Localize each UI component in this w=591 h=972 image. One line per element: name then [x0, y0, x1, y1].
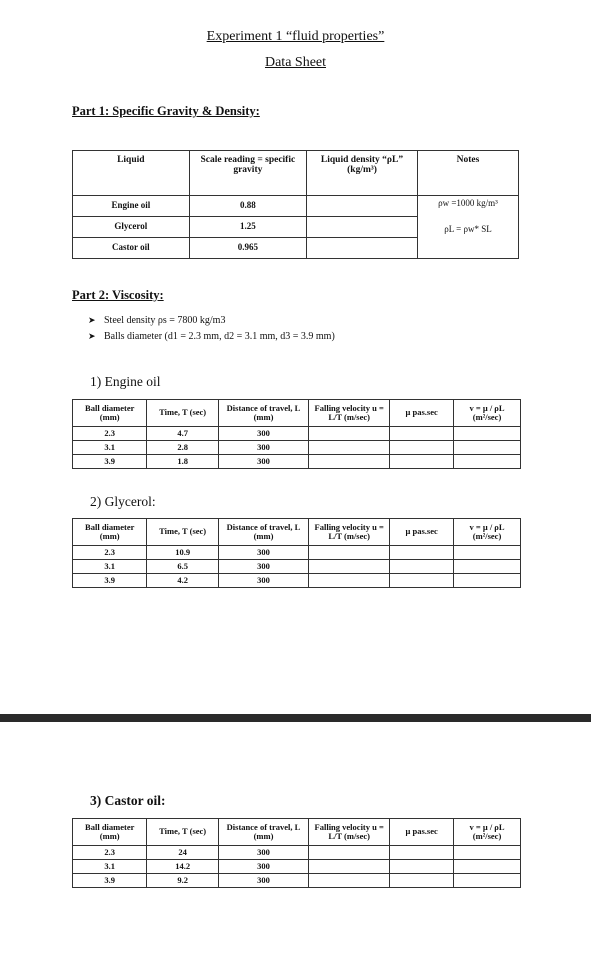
document-subtitle: Data Sheet — [264, 55, 327, 70]
mu-cell — [390, 846, 454, 860]
time-cell: 10.9 — [147, 546, 218, 560]
mu-cell — [390, 874, 454, 888]
distance-cell: 300 — [218, 455, 308, 469]
nu-cell — [454, 860, 521, 874]
column-header: v = μ / ρL (m²/sec) — [454, 819, 521, 846]
diameter-cell: 2.3 — [73, 846, 147, 860]
velocity-cell — [309, 441, 390, 455]
document-title: Experiment 1 “fluid properties” — [206, 29, 385, 44]
mu-cell — [390, 546, 454, 560]
velocity-cell — [309, 846, 390, 860]
column-header: v = μ / ρL (m²/sec) — [454, 519, 521, 546]
column-header: Liquid — [73, 151, 190, 196]
bullet-text: Steel density ρs = 7800 kg/m3 — [104, 315, 226, 326]
bullet-text: Balls diameter (d1 = 2.3 mm, d2 = 3.1 mm, d3 = 3.9 mm) — [104, 331, 335, 342]
table-row — [73, 427, 521, 441]
nu-cell — [454, 441, 521, 455]
diameter-cell: 3.1 — [73, 441, 147, 455]
velocity-cell — [309, 546, 390, 560]
nu-cell — [454, 846, 521, 860]
sg-cell: 0.88 — [189, 196, 306, 217]
velocity-cell — [309, 574, 390, 588]
diameter-cell: 2.3 — [73, 546, 147, 560]
nu-cell — [454, 427, 521, 441]
glycerol-table — [72, 518, 521, 588]
distance-cell: 300 — [218, 874, 308, 888]
time-cell: 24 — [147, 846, 218, 860]
column-header: Ball diameter (mm) — [73, 519, 147, 546]
column-header: Falling velocity u = L/T (m/sec) — [309, 519, 390, 546]
column-header: Time, T (sec) — [147, 819, 218, 846]
mu-cell — [390, 441, 454, 455]
column-header: Falling velocity u = L/T (m/sec) — [309, 819, 390, 846]
time-cell: 2.8 — [147, 441, 218, 455]
diameter-cell: 3.1 — [73, 860, 147, 874]
castor-oil-table — [72, 818, 521, 888]
table-row — [73, 546, 521, 560]
table-header-row — [73, 400, 521, 427]
nu-cell — [454, 455, 521, 469]
column-header: μ pas.sec — [390, 519, 454, 546]
velocity-cell — [309, 874, 390, 888]
distance-cell: 300 — [218, 846, 308, 860]
time-cell: 4.7 — [147, 427, 218, 441]
table-row — [73, 441, 521, 455]
sg-cell: 0.965 — [189, 238, 306, 259]
column-header: Time, T (sec) — [147, 400, 218, 427]
bullet-ball-diameters — [88, 331, 335, 342]
nu-cell — [454, 574, 521, 588]
liquid-cell: Glycerol — [73, 217, 190, 238]
density-cell — [307, 217, 418, 238]
bullet-steel-density — [88, 315, 225, 326]
castor-oil-heading: 3) Castor oil: — [90, 793, 166, 808]
time-cell: 6.5 — [147, 560, 218, 574]
diameter-cell: 2.3 — [73, 427, 147, 441]
table-row — [73, 574, 521, 588]
water-density-note: ρw =1000 kg/m³ — [438, 198, 498, 208]
diameter-cell: 3.9 — [73, 455, 147, 469]
column-header: Distance of travel, L (mm) — [218, 400, 308, 427]
mu-cell — [390, 427, 454, 441]
nu-cell — [454, 874, 521, 888]
column-header: Time, T (sec) — [147, 519, 218, 546]
liquid-density-formula: ρL = ρw* SL — [444, 223, 492, 234]
column-header: Notes — [417, 151, 518, 196]
distance-cell: 300 — [218, 860, 308, 874]
mu-cell — [390, 560, 454, 574]
time-cell: 14.2 — [147, 860, 218, 874]
glycerol-heading: 2) Glycerol: — [90, 494, 156, 509]
liquid-cell: Engine oil — [73, 196, 190, 217]
table-row — [73, 860, 521, 874]
table-header-row — [73, 151, 519, 196]
table-header-row — [73, 519, 521, 546]
column-header: Distance of travel, L (mm) — [218, 819, 308, 846]
diameter-cell: 3.9 — [73, 574, 147, 588]
column-header: μ pas.sec — [390, 819, 454, 846]
part2-heading: Part 2: Viscosity: — [72, 288, 164, 302]
velocity-cell — [309, 427, 390, 441]
column-header: Liquid density “ρL” (kg/m³) — [307, 151, 418, 196]
table-row — [73, 560, 521, 574]
column-header: v = μ / ρL (m²/sec) — [454, 400, 521, 427]
distance-cell: 300 — [218, 560, 308, 574]
specific-gravity-table — [72, 150, 519, 259]
column-header: Distance of travel, L (mm) — [218, 519, 308, 546]
mu-cell — [390, 574, 454, 588]
column-header: μ pas.sec — [390, 400, 454, 427]
mu-cell — [390, 860, 454, 874]
distance-cell: 300 — [218, 546, 308, 560]
distance-cell: 300 — [218, 441, 308, 455]
time-cell: 9.2 — [147, 874, 218, 888]
velocity-cell — [309, 860, 390, 874]
part1-heading: Part 1: Specific Gravity & Density: — [72, 104, 260, 118]
distance-cell: 300 — [218, 427, 308, 441]
sg-cell: 1.25 — [189, 217, 306, 238]
table-row — [73, 455, 521, 469]
velocity-cell — [309, 560, 390, 574]
time-cell: 4.2 — [147, 574, 218, 588]
nu-cell — [454, 560, 521, 574]
table-row — [73, 874, 521, 888]
engine-oil-table — [72, 399, 521, 469]
nu-cell — [454, 546, 521, 560]
distance-cell: 300 — [218, 574, 308, 588]
velocity-cell — [309, 455, 390, 469]
density-cell — [307, 238, 418, 259]
arrow-bullet-icon: ➤ — [88, 315, 96, 325]
notes-cell — [417, 196, 518, 259]
column-header: Falling velocity u = L/T (m/sec) — [309, 400, 390, 427]
diameter-cell: 3.9 — [73, 874, 147, 888]
column-header: Scale reading = specific gravity — [189, 151, 306, 196]
time-cell: 1.8 — [147, 455, 218, 469]
table-row — [73, 196, 519, 217]
table-header-row — [73, 819, 521, 846]
arrow-bullet-icon: ➤ — [88, 331, 96, 341]
table-row — [73, 846, 521, 860]
liquid-cell: Castor oil — [73, 238, 190, 259]
density-cell — [307, 196, 418, 217]
page-2 — [0, 722, 591, 972]
diameter-cell: 3.1 — [73, 560, 147, 574]
column-header: Ball diameter (mm) — [73, 400, 147, 427]
engine-oil-heading: 1) Engine oil — [90, 374, 161, 389]
column-header: Ball diameter (mm) — [73, 819, 147, 846]
mu-cell — [390, 455, 454, 469]
